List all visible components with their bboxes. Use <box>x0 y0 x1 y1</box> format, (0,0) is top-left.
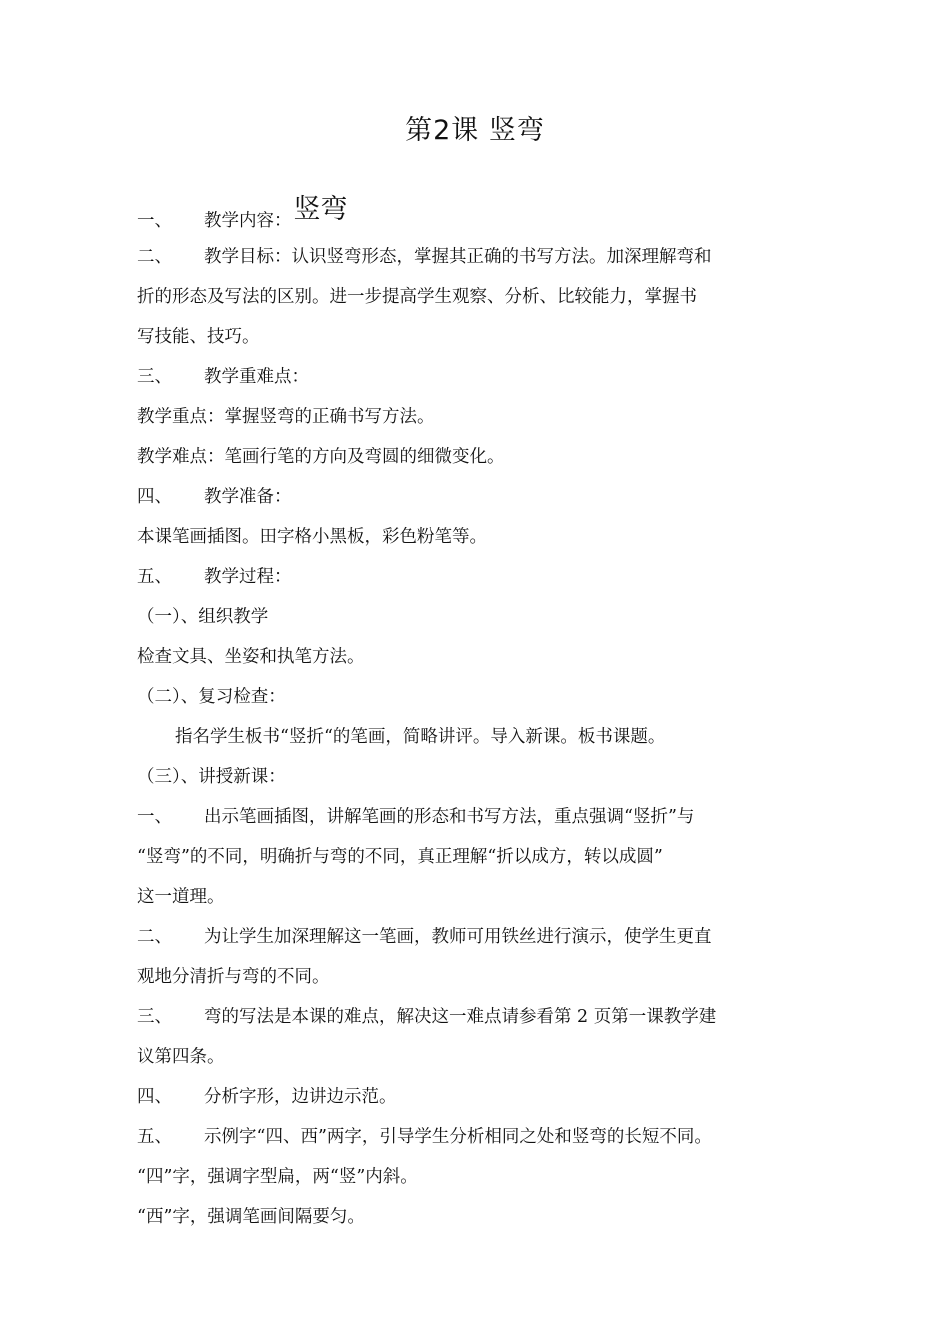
section-label: 教学过程： <box>204 567 292 587</box>
paragraph-text: 这一道理。 <box>137 887 225 907</box>
section-3 <box>137 365 309 389</box>
paragraph-text: 观地分清折与弯的不同。 <box>137 967 330 987</box>
difficult-point: 教学难点：笔画行笔的方向及弯圆的细微变化。 <box>137 447 505 467</box>
step-3 <box>137 1005 716 1029</box>
paragraph-text: 议第四条。 <box>137 1047 225 1067</box>
section-number: 三、 <box>137 367 172 387</box>
section-number: 五、 <box>137 567 172 587</box>
section-number: 一、 <box>137 211 172 231</box>
paragraph-text: “竖弯”的不同，明确折与弯的不同，真正理解“折以成方，转以成圆” <box>137 847 663 867</box>
subsection-heading: （三）、讲授新课： <box>137 767 286 787</box>
section-2-line-3: 写技能、技巧。 <box>137 327 260 347</box>
step-number: 四、 <box>137 1087 172 1107</box>
paragraph-text: 分析字形，边讲边示范。 <box>204 1087 397 1107</box>
paragraph-text: “西”字，强调笔画间隔要匀。 <box>137 1207 365 1227</box>
step-1 <box>137 805 694 829</box>
section-number: 二、 <box>137 247 172 267</box>
step-5 <box>137 1125 712 1149</box>
page-title: 第2课 竖弯 <box>405 115 545 146</box>
step-number: 二、 <box>137 927 172 947</box>
lesson-stroke-name: 竖弯 <box>293 194 348 225</box>
section-5 <box>137 565 292 589</box>
section-2-line-1 <box>137 245 712 269</box>
paragraph-text: 示例字“四、西”两字，引导学生分析相同之处和竖弯的长短不同。 <box>204 1127 712 1147</box>
step-number: 五、 <box>137 1127 172 1147</box>
paragraph-text: 教学目标：认识竖弯形态，掌握其正确的书写方法。加深理解弯和 <box>204 247 712 267</box>
step-4 <box>137 1085 397 1109</box>
paragraph-text: 检查文具、坐姿和执笔方法。 <box>137 647 365 667</box>
subsection-heading: （二）、复习检查： <box>137 687 286 707</box>
preparation-text: 本课笔画插图。田字格小黑板，彩色粉笔等。 <box>137 527 487 547</box>
key-point: 教学重点：掌握竖弯的正确书写方法。 <box>137 407 435 427</box>
paragraph-text: 出示笔画插图，讲解笔画的形态和书写方法，重点强调“竖折”与 <box>204 807 695 827</box>
paragraph-text: “四”字，强调字型扁，两“竖”内斜。 <box>137 1167 418 1187</box>
paragraph-text: 指名学生板书“竖折“的笔画，简略讲评。导入新课。板书课题。 <box>175 727 666 747</box>
section-2-line-2: 折的形态及写法的区别。进一步提高学生观察、分析、比较能力，掌握书 <box>137 287 697 307</box>
section-number: 四、 <box>137 487 172 507</box>
subsection-heading: （一）、组织教学 <box>137 607 269 627</box>
step-number: 三、 <box>137 1007 172 1027</box>
section-label: 教学重难点： <box>204 367 309 387</box>
step-2 <box>137 925 712 949</box>
section-label: 教学准备： <box>204 487 292 507</box>
section-1 <box>137 194 348 233</box>
paragraph-text: 为让学生加深理解这一笔画，教师可用铁丝进行演示，使学生更直 <box>204 927 712 947</box>
step-number: 一、 <box>137 807 172 827</box>
section-4 <box>137 485 292 509</box>
section-label: 教学内容： <box>204 211 292 231</box>
paragraph-text: 弯的写法是本课的难点，解决这一难点请参看第 2 页第一课教学建 <box>204 1007 717 1027</box>
